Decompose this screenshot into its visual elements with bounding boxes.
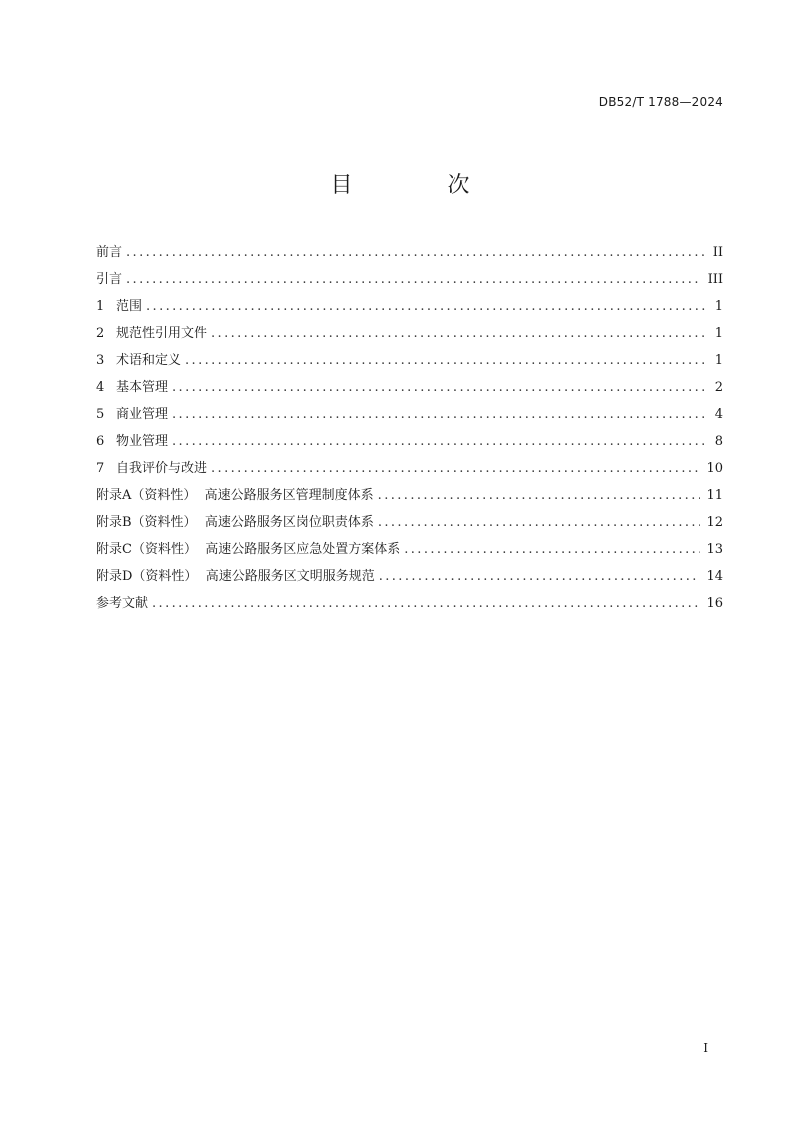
toc-entry-number: 7 bbox=[96, 461, 105, 476]
toc-leader-dots bbox=[211, 324, 707, 344]
toc-entry-label bbox=[96, 459, 207, 479]
toc-entry-text: 自我评价与改进 bbox=[116, 461, 208, 476]
toc-entry-page: 1 bbox=[714, 299, 723, 314]
toc-entry-label bbox=[96, 486, 374, 506]
toc-entry-label bbox=[96, 567, 375, 587]
toc-entry-page: 11 bbox=[706, 488, 723, 503]
toc-entry-text: 附录D（资料性） 高速公路服务区文明服务规范 bbox=[96, 569, 375, 584]
page-number: I bbox=[703, 1041, 708, 1055]
toc-entry-text: 物业管理 bbox=[116, 434, 169, 449]
toc-entry-number: 1 bbox=[96, 299, 105, 314]
toc-leader-dots bbox=[172, 432, 707, 452]
toc-entry[interactable] bbox=[96, 378, 723, 405]
toc-entry[interactable] bbox=[96, 513, 723, 540]
toc-entry-page: II bbox=[712, 245, 723, 260]
toc-entry-text: 附录B（资料性） 高速公路服务区岗位职责体系 bbox=[96, 515, 374, 530]
toc-entry-text: 参考文献 bbox=[96, 596, 149, 611]
toc-leader-dots bbox=[404, 540, 700, 560]
toc-entry-text: 前言 bbox=[96, 245, 123, 260]
toc-entry[interactable] bbox=[96, 486, 723, 513]
toc-entry[interactable] bbox=[96, 405, 723, 432]
toc-entry-text: 商业管理 bbox=[116, 407, 169, 422]
toc-leader-dots bbox=[152, 594, 700, 614]
toc-entry-page: III bbox=[707, 272, 723, 287]
toc-entry[interactable] bbox=[96, 459, 723, 486]
toc-entry-label bbox=[96, 351, 181, 371]
toc-leader-dots bbox=[146, 297, 707, 317]
toc-entry-label bbox=[96, 270, 122, 290]
toc-entry-number: 6 bbox=[96, 434, 105, 449]
toc-entry-page: 8 bbox=[714, 434, 723, 449]
toc-entry-number: 2 bbox=[96, 326, 105, 341]
toc-entry-text: 附录C（资料性） 高速公路服务区应急处置方案体系 bbox=[96, 542, 401, 557]
toc-entry-text: 范围 bbox=[116, 299, 143, 314]
toc-entry-text: 引言 bbox=[96, 272, 123, 287]
toc-entry-page: 14 bbox=[706, 569, 723, 584]
toc-entry[interactable] bbox=[96, 540, 723, 567]
table-of-contents bbox=[96, 243, 723, 621]
toc-entry-page: 1 bbox=[714, 353, 723, 368]
toc-leader-dots bbox=[185, 351, 707, 371]
toc-entry[interactable] bbox=[96, 351, 723, 378]
toc-entry-label bbox=[96, 432, 168, 452]
toc-entry[interactable] bbox=[96, 297, 723, 324]
page-title: 目 次 bbox=[330, 173, 514, 198]
toc-entry-number: 4 bbox=[96, 380, 105, 395]
toc-entry-label bbox=[96, 243, 122, 263]
toc-entry-number: 5 bbox=[96, 407, 105, 422]
toc-entry-page: 10 bbox=[706, 461, 723, 476]
toc-entry[interactable] bbox=[96, 324, 723, 351]
toc-entry-text: 术语和定义 bbox=[116, 353, 182, 368]
toc-leader-dots bbox=[379, 567, 701, 587]
toc-entry-label bbox=[96, 405, 168, 425]
toc-entry[interactable] bbox=[96, 243, 723, 270]
toc-entry-page: 4 bbox=[714, 407, 723, 422]
toc-entry-label bbox=[96, 594, 148, 614]
toc-entry-number: 3 bbox=[96, 353, 105, 368]
toc-entry-label bbox=[96, 324, 207, 344]
toc-entry[interactable] bbox=[96, 567, 723, 594]
toc-entry-label bbox=[96, 378, 168, 398]
toc-entry-page: 13 bbox=[706, 542, 723, 557]
toc-entry-text: 规范性引用文件 bbox=[116, 326, 208, 341]
document-code: DB52/T 1788—2024 bbox=[598, 95, 723, 109]
toc-leader-dots bbox=[126, 270, 702, 290]
toc-leader-dots bbox=[172, 405, 707, 425]
toc-entry[interactable] bbox=[96, 270, 723, 297]
toc-leader-dots bbox=[126, 243, 707, 263]
toc-entry-page: 2 bbox=[714, 380, 723, 395]
toc-leader-dots bbox=[172, 378, 707, 398]
toc-entry[interactable] bbox=[96, 594, 723, 621]
toc-leader-dots bbox=[378, 486, 701, 506]
toc-entry-text: 基本管理 bbox=[116, 380, 169, 395]
toc-entry-page: 16 bbox=[706, 596, 723, 611]
toc-entry-page: 12 bbox=[706, 515, 723, 530]
toc-entry-text: 附录A（资料性） 高速公路服务区管理制度体系 bbox=[96, 488, 374, 503]
toc-entry-label bbox=[96, 297, 142, 317]
toc-leader-dots bbox=[211, 459, 700, 479]
toc-leader-dots bbox=[378, 513, 701, 533]
toc-entry-label bbox=[96, 513, 374, 533]
toc-entry-page: 1 bbox=[714, 326, 723, 341]
toc-entry[interactable] bbox=[96, 432, 723, 459]
toc-entry-label bbox=[96, 540, 400, 560]
